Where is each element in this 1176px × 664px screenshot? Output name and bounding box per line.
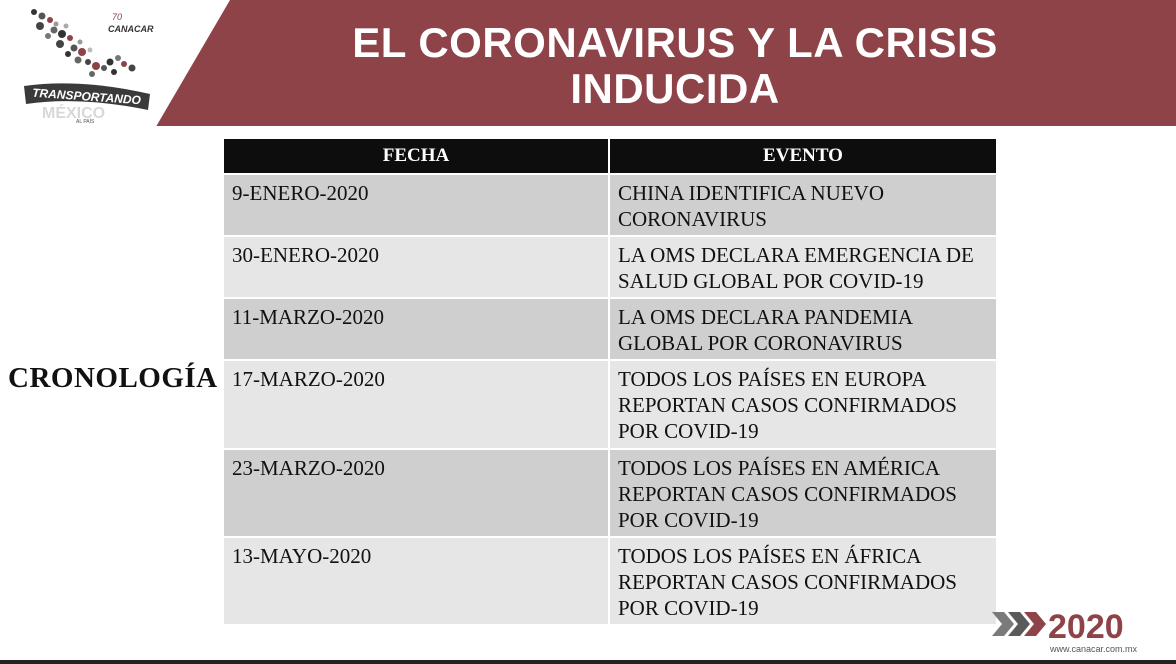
table-row xyxy=(223,174,997,236)
column-header-fecha: FECHA xyxy=(223,138,609,174)
table-row xyxy=(223,236,997,298)
footer-2020-logo xyxy=(990,600,1150,656)
cell-fecha: 30-ENERO-2020 xyxy=(223,236,609,298)
table-row xyxy=(223,449,997,537)
cell-fecha: 13-MAYO-2020 xyxy=(223,537,609,625)
table-row xyxy=(223,360,997,449)
cell-evento: TODOS LOS PAÍSES EN EUROPA REPORTAN CASOS CONFIRMADOS POR COVID-19 xyxy=(609,360,997,449)
canacar-logo xyxy=(20,6,170,124)
cell-fecha: 11-MARZO-2020 xyxy=(223,298,609,360)
cell-evento: CHINA IDENTIFICA NUEVO CORONAVIRUS xyxy=(609,174,997,236)
cell-fecha: 23-MARZO-2020 xyxy=(223,449,609,537)
cronologia-label: CRONOLOGÍA xyxy=(8,362,218,394)
chevrons-icon xyxy=(992,612,1046,636)
cell-evento: LA OMS DECLARA PANDEMIA GLOBAL POR CORONAVIRUS xyxy=(609,298,997,360)
slide-title-line-2: INDUCIDA xyxy=(570,65,780,112)
footer-year: 2020 xyxy=(1048,608,1124,646)
cell-fecha: 17-MARZO-2020 xyxy=(223,360,609,449)
logo-main-text: TRANSPORTANDO xyxy=(31,85,142,108)
table-header-row xyxy=(223,138,997,174)
bottom-divider xyxy=(0,660,1176,664)
cell-evento: TODOS LOS PAÍSES EN ÁFRICA REPORTAN CASOS CONFIRMADOS POR COVID-19 xyxy=(609,537,997,625)
footer-url: www.canacar.com.mx xyxy=(1050,644,1138,654)
cell-evento: LA OMS DECLARA EMERGENCIA DE SALUD GLOBAL POR COVID-19 xyxy=(609,236,997,298)
table-row xyxy=(223,298,997,360)
logo-brand: CANACAR xyxy=(108,24,154,34)
canacar-brand-mark xyxy=(108,12,154,34)
svg-text:70: 70 xyxy=(112,12,123,22)
logo-country-text: MÉXICO xyxy=(42,105,106,122)
table-row xyxy=(223,537,997,625)
slide-title-line-1: EL CORONAVIRUS Y LA CRISIS xyxy=(352,19,998,66)
slide-title xyxy=(300,20,1050,112)
chronology-table xyxy=(222,137,998,626)
cell-fecha: 9-ENERO-2020 xyxy=(223,174,609,236)
column-header-evento: EVENTO xyxy=(609,138,997,174)
logo-sub-text: AL PAÍS xyxy=(76,119,95,124)
cell-evento: TODOS LOS PAÍSES EN AMÉRICA REPORTAN CASOS CONFIRMADOS POR COVID-19 xyxy=(609,449,997,537)
